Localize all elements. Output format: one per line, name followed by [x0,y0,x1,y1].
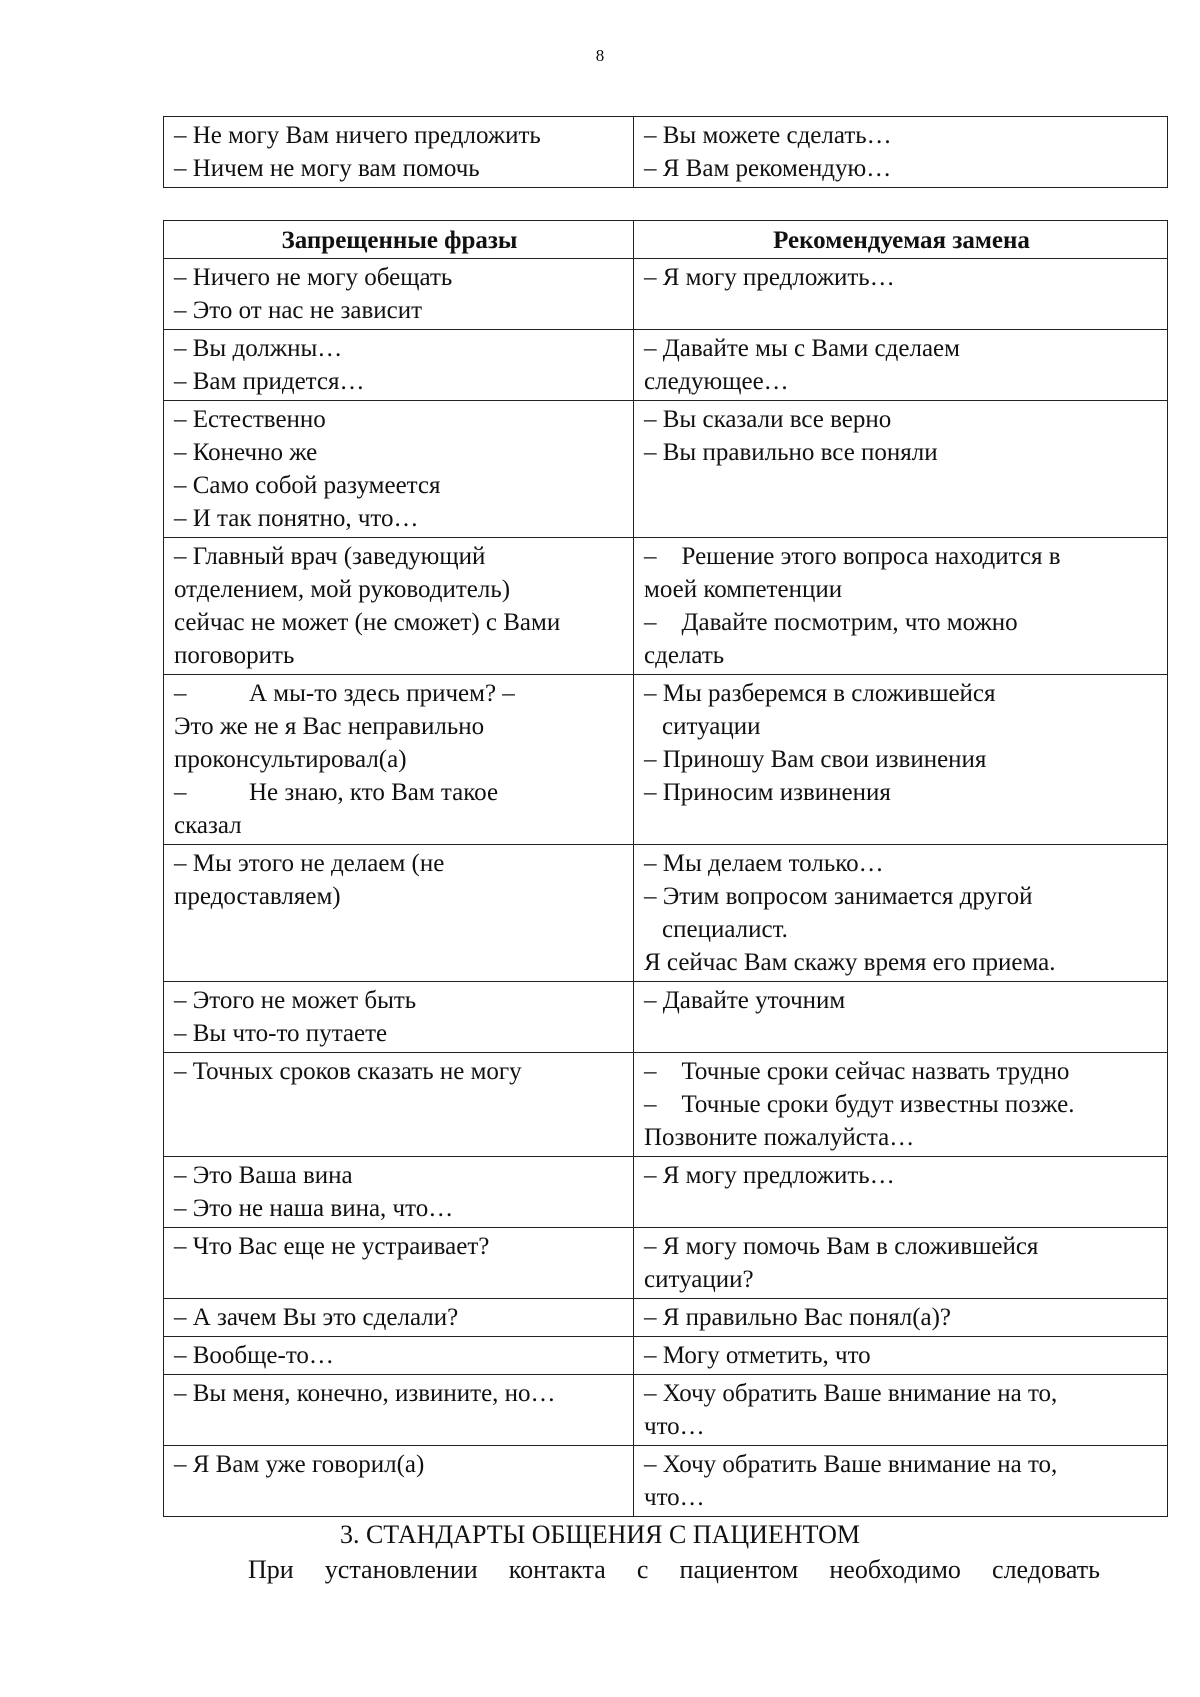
table-row [164,330,1168,401]
recommended-replacement-cell [634,330,1168,401]
forbidden-phrases-cell [164,1053,634,1157]
phrase-line: – Этого не может быть [174,987,417,1014]
phrase-line: – Я могу предложить… [644,1162,895,1189]
page-number: 8 [595,46,605,65]
phrase-line: – Хочу обратить Ваше внимание на то, [644,1380,1058,1407]
phrase-line: что… [644,1413,705,1440]
phrase-line: ситуации [662,713,761,740]
recommended-replacement-cell [634,845,1168,982]
phrase-line: – А мы-то здесь причем? – [174,680,515,707]
table-header-row [164,221,1168,259]
phrase-line: – Мы разберемся в сложившейся [644,680,996,707]
recommended-replacement-cell [634,1228,1168,1299]
phrase-line: – Не знаю, кто Вам такое [174,779,499,806]
phrase-line: Позвоните пожалуйста… [644,1124,915,1151]
recommended-replacement-cell [634,1375,1168,1446]
phrase-line: – Я могу предложить… [644,264,895,291]
forbidden-phrases-cell [164,1157,634,1228]
forbidden-phrases-cell [164,982,634,1053]
forbidden-phrases-cell [164,1375,634,1446]
phrase-line: Это же не я Вас неправильно [174,713,485,740]
phrases-continuation-table [163,116,1168,188]
phrase-line: – Ничем не могу вам помочь [174,155,480,182]
table-row [164,1228,1168,1299]
phrase-line: – Я Вам рекомендую… [644,155,892,182]
phrase-line: – Точные сроки сейчас назвать трудно [644,1058,1070,1085]
phrase-line: – Мы этого не делаем (не [174,850,445,877]
phrase-line: сейчас не может (не сможет) с Вами [174,609,561,636]
table-row [164,1157,1168,1228]
phrase-line: – Вы правильно все поняли [644,439,938,466]
forbidden-phrases-cell [164,1299,634,1337]
recommended-replacement-cell [634,259,1168,330]
phrase-line: – Вы сказали все верно [644,406,892,433]
phrase-line: – Главный врач (заведующий [174,543,486,570]
phrase-line: – Вы что-то путаете [174,1020,388,1047]
recommended-replacement-cell [634,401,1168,538]
forbidden-phrases-cell [164,1446,634,1517]
phrase-line: – Точные сроки будут известны позже. [644,1091,1075,1118]
recommended-replacement-cell [634,117,1168,188]
table-row [164,117,1168,188]
section-heading: 3. СТАНДАРТЫ ОБЩЕНИЯ С ПАЦИЕНТОМ [339,1520,861,1549]
phrase-line: – Вы меня, конечно, извините, но… [174,1380,556,1407]
phrase-line: – Естественно [174,406,326,433]
forbidden-phrases-cell [164,330,634,401]
phrases-table [163,220,1168,1517]
phrase-line: – Вам придется… [174,368,365,395]
recommended-replacement-cell [634,1446,1168,1517]
phrase-line: – Этим вопросом занимается другой [644,883,1033,910]
forbidden-phrases-cell [164,259,634,330]
phrase-line: – Я могу помочь Вам в сложившейся [644,1233,1039,1260]
phrase-line: – Это от нас не зависит [174,297,423,324]
phrase-line: – Что Вас еще не устраивает? [174,1233,490,1260]
phrase-line: – Хочу обратить Ваше внимание на то, [644,1451,1058,1478]
table-row [164,675,1168,845]
phrase-line: специалист. [662,916,788,943]
phrase-line: проконсультировал(а) [174,746,407,773]
recommended-replacement-cell [634,982,1168,1053]
table-row [164,259,1168,330]
phrase-line: сделать [644,642,725,669]
recommended-replacement-cell [634,675,1168,845]
table-row [164,1446,1168,1517]
forbidden-phrases-cell [164,117,634,188]
table-row [164,845,1168,982]
table-row [164,1375,1168,1446]
phrase-line: – Давайте посмотрим, что можно [644,609,1018,636]
phrase-line: – Конечно же [174,439,318,466]
phrase-line: – А зачем Вы это сделали? [174,1304,459,1331]
phrase-line: – Само собой разумеется [174,472,441,499]
phrase-line: поговорить [174,642,295,669]
phrase-line: – Я Вам уже говорил(а) [174,1451,425,1478]
phrase-line: – Приношу Вам свои извинения [644,746,987,773]
table-row [164,1337,1168,1375]
phrase-line: – Я правильно Вас понял(а)? [644,1304,952,1331]
phrase-line: следующее… [644,368,789,395]
phrase-line: – Вообще-то… [174,1342,334,1369]
forbidden-phrases-cell [164,675,634,845]
phrase-line: что… [644,1484,705,1511]
recommended-replacement-cell [634,1299,1168,1337]
phrase-line: – Не могу Вам ничего предложить [174,122,541,149]
phrase-line: Я сейчас Вам скажу время его приема. [644,949,1056,976]
phrase-line: ситуации? [644,1266,754,1293]
column-header-recommended: Рекомендуемая замена [634,221,1168,259]
forbidden-phrases-cell [164,401,634,538]
forbidden-phrases-cell [164,538,634,675]
forbidden-phrases-cell [164,1228,634,1299]
recommended-replacement-cell [634,1337,1168,1375]
phrase-line: – Точных сроков сказать не могу [174,1058,522,1085]
recommended-replacement-cell [634,538,1168,675]
phrase-line: – И так понятно, что… [174,505,419,532]
phrase-line: – Ничего не могу обещать [174,264,453,291]
phrase-line: – Это не наша вина, что… [174,1195,454,1222]
forbidden-phrases-cell [164,845,634,982]
phrase-line: – Давайте уточним [644,987,846,1014]
phrase-line: – Вы должны… [174,335,343,362]
column-header-forbidden: Запрещенные фразы [164,221,634,259]
recommended-replacement-cell [634,1157,1168,1228]
phrase-line: моей компетенции [644,576,843,603]
phrase-line: сказал [174,812,242,839]
phrase-line: – Мы делаем только… [644,850,884,877]
phrase-line: – Давайте мы с Вами сделаем [644,335,960,362]
forbidden-phrases-cell [164,1337,634,1375]
table-row [164,1053,1168,1157]
body-paragraph: При установлении контакта с пациентом необходимо следовать [248,1555,1100,1584]
phrase-line: – Приносим извинения [644,779,891,806]
table-row [164,538,1168,675]
phrase-line: отделением, мой руководитель) [174,576,511,603]
phrase-line: – Решение этого вопроса находится в [644,543,1061,570]
phrase-line: – Это Ваша вина [174,1162,353,1189]
recommended-replacement-cell [634,1053,1168,1157]
phrase-line: предоставляем) [174,883,341,910]
table-row [164,982,1168,1053]
table-row [164,1299,1168,1337]
phrase-line: – Вы можете сделать… [644,122,892,149]
table-row [164,401,1168,538]
phrase-line: – Могу отметить, что [644,1342,871,1369]
